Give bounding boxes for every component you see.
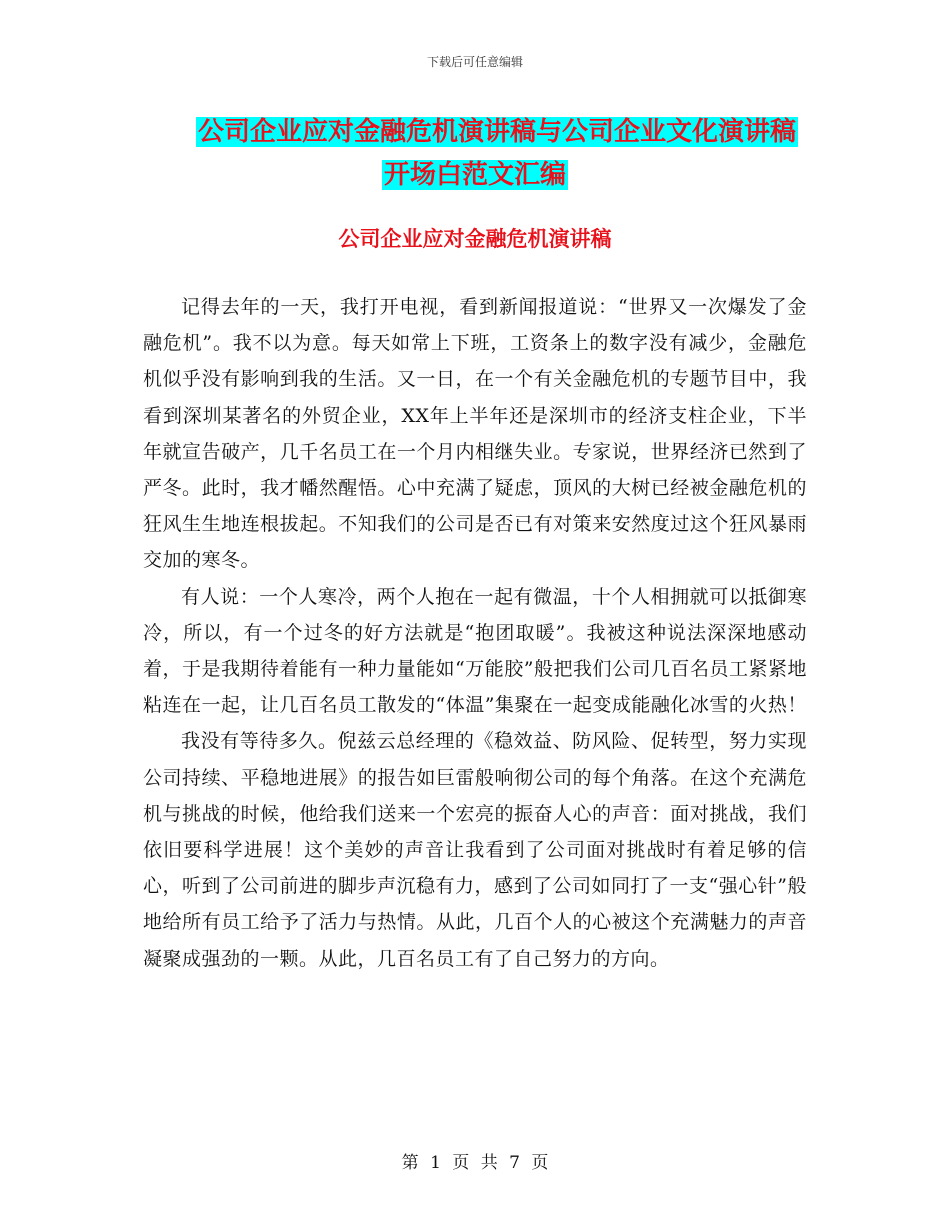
paragraph-2: 有人说：一个人寒冷，两个人抱在一起有微温，十个人相拥就可以抵御寒冷，所以，有一个过冬的好方法就是“抱团取暖”。我被这种说法深深地感动着，于是我期待着能有一种力量能如“万能胶”般把我们公司几百名员工紧紧地粘连在一起，让几百名员工散发的“体温”集聚在一起变成能融化冰雪的火热！ bbox=[143, 585, 807, 717]
paragraph-1: 记得去年的一天，我打开电视，看到新闻报道说：“世界又一次爆发了金融危机”。我不以为意。每天如常上下班，工资条上的数字没有减少，金融危机似乎没有影响到我的生活。又一日，在一个有关金融危机的专题节目中，我看到深圳某著名的外贸企业，XX年上半年还是深圳市的经济支柱企业，下半年就宣告破产，几千名员工在一个月内相继失业。专家说，世界经济已然到了严冬。此时，我才幡然醒悟。心中充满了疑虑，顶风的大树已经被金融危机的狂风生生地连根拔起。不知我们的公司是否已有对策来安然度过这个狂风暴雨交加的寒冬。 bbox=[143, 296, 807, 572]
title-highlight-1: 公司企业应对金融危机演讲稿与公司企业文化演讲稿 bbox=[197, 117, 796, 147]
title-highlight-2: 开场白范文汇编 bbox=[383, 160, 566, 190]
section-heading: 公司企业应对金融危机演讲稿 bbox=[338, 227, 612, 251]
document-title-line-1 bbox=[0, 112, 950, 152]
document-body bbox=[143, 289, 807, 977]
document-title-line-2 bbox=[0, 155, 950, 195]
paragraph-3: 我没有等待多久。倪兹云总经理的《稳效益、防风险、促转型，努力实现公司持续、平稳地进展》的报告如巨雷般响彻公司的每个角落。在这个充满危机与挑战的时候，他给我们送来一个宏亮的振奋人心的声音：面对挑战，我们依旧要科学进展！这个美妙的声音让我看到了公司面对挑战时有着足够的信心，听到了公司前进的脚步声沉稳有力，感到了公司如同打了一支“强心针”般地给所有员工给予了活力与热情。从此，几百个人的心被这个充满魅力的声音凝聚成强劲的一颗。从此，几百名员工有了自己努力的方向。 bbox=[143, 730, 807, 970]
header-note: 下载后可任意编辑 bbox=[426, 55, 523, 69]
page-footer: 第 1 页 共 7 页 bbox=[401, 1153, 549, 1173]
